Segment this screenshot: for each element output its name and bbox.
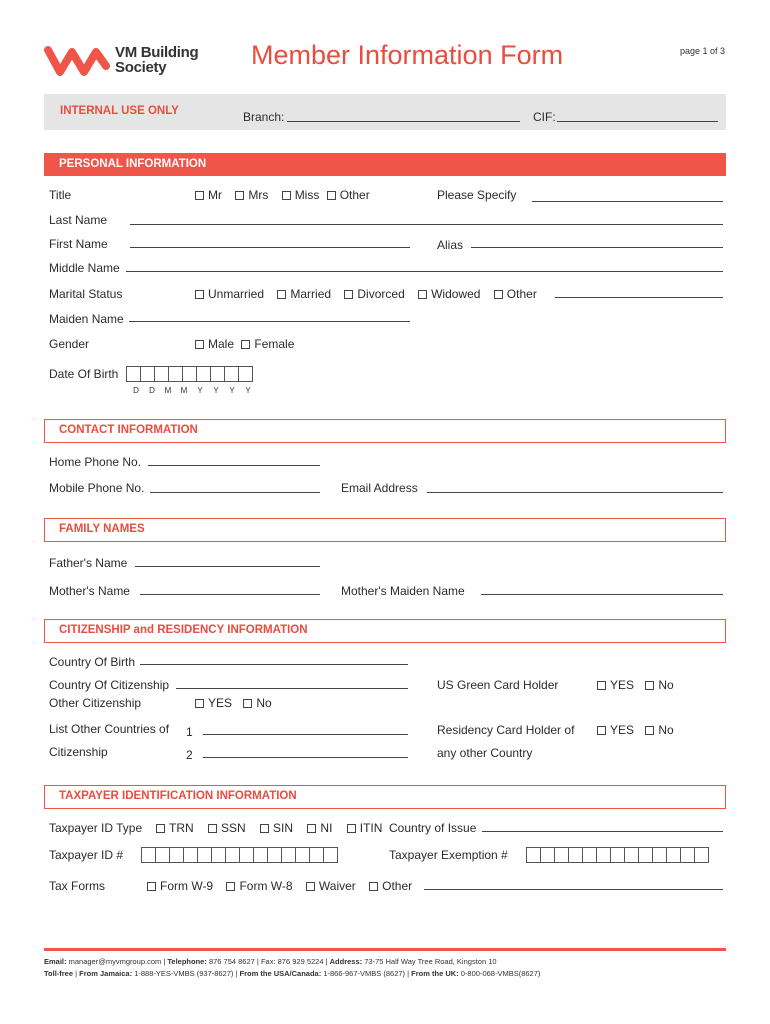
mother-maiden-label: Mother's Maiden Name	[341, 584, 465, 598]
checkbox-icon	[195, 290, 204, 299]
internal-use-label: INTERNAL USE ONLY	[60, 105, 179, 117]
gender-options	[195, 337, 304, 351]
tax-form-other-field[interactable]	[424, 889, 723, 890]
taxpayer-exemption-boxes[interactable]	[526, 847, 708, 863]
residency-label-line2: any other Country	[437, 746, 533, 760]
footer-line2: Toll-free | From Jamaica: 1-888-YES-VMBS (937-8627) | From the USA/Canada: 1-866-967-VMBS (8627) | From the UK: 0-800-068-VMBS(8627)	[44, 969, 541, 978]
checkbox-icon	[260, 824, 269, 833]
branch-label: Branch:	[243, 110, 285, 124]
checkbox-icon	[226, 882, 235, 891]
title-option-other[interactable]: Other	[327, 188, 370, 202]
email-field[interactable]	[427, 492, 723, 493]
checkbox-icon	[277, 290, 286, 299]
green-card-yes[interactable]: YES	[597, 678, 634, 692]
checkbox-icon	[369, 882, 378, 891]
other-citizenship-no[interactable]: No	[243, 696, 271, 710]
residency-options	[597, 723, 684, 737]
checkbox-icon	[241, 340, 250, 349]
mobile-phone-field[interactable]	[150, 492, 320, 493]
marital-option-other[interactable]: Other	[494, 287, 537, 301]
please-specify-label: Please Specify	[437, 188, 517, 202]
taxpayer-id-type-options	[156, 821, 392, 835]
checkbox-icon	[327, 191, 336, 200]
alias-field[interactable]	[471, 247, 723, 248]
id-type-ssn[interactable]: SSN	[208, 821, 246, 835]
father-name-label: Father's Name	[49, 556, 128, 570]
page-title: Member Information Form	[251, 40, 564, 70]
checkbox-icon	[344, 290, 353, 299]
family-names-heading: FAMILY NAMES	[44, 518, 726, 542]
country-citizenship-label: Country Of Citizenship	[49, 678, 170, 692]
mother-name-field[interactable]	[140, 594, 320, 595]
marital-other-field[interactable]	[555, 297, 723, 298]
country-issue-label: Country of Issue	[389, 821, 477, 835]
father-name-field[interactable]	[135, 566, 320, 567]
gender-label: Gender	[49, 337, 90, 351]
green-card-label: US Green Card Holder	[437, 678, 559, 692]
logo-line1: VM Building	[115, 44, 199, 61]
tax-forms-options	[147, 879, 414, 893]
gender-option-female[interactable]: Female	[241, 337, 294, 351]
id-type-sin[interactable]: SIN	[260, 821, 293, 835]
title-option-mrs[interactable]: Mrs	[235, 188, 268, 202]
marital-options	[195, 287, 539, 301]
logo	[44, 44, 204, 80]
tax-form-waiver[interactable]: Waiver	[306, 879, 356, 893]
checkbox-icon	[195, 191, 204, 200]
country-citizenship-field[interactable]	[176, 688, 408, 689]
checkbox-icon	[156, 824, 165, 833]
title-label: Title	[49, 188, 72, 202]
id-type-ni[interactable]: NI	[307, 821, 332, 835]
green-card-no[interactable]: No	[645, 678, 673, 692]
marital-option-unmarried[interactable]: Unmarried	[195, 287, 264, 301]
tax-forms-label: Tax Forms	[49, 879, 106, 893]
checkbox-icon	[418, 290, 427, 299]
checkbox-icon	[597, 726, 606, 735]
last-name-label: Last Name	[49, 213, 108, 227]
residency-yes[interactable]: YES	[597, 723, 634, 737]
mobile-phone-label: Mobile Phone No.	[49, 481, 145, 495]
maiden-name-label: Maiden Name	[49, 312, 124, 326]
other-country-number-2: 2	[186, 748, 193, 762]
personal-info-heading: PERSONAL INFORMATION	[44, 153, 726, 176]
please-specify-field[interactable]	[532, 201, 723, 202]
title-option-mr[interactable]: Mr	[195, 188, 222, 202]
residency-no[interactable]: No	[645, 723, 673, 737]
contact-info-heading: CONTACT INFORMATION	[44, 419, 726, 443]
first-name-label: First Name	[49, 237, 108, 251]
mother-maiden-field[interactable]	[481, 594, 723, 595]
logo-line2: Society	[115, 59, 167, 76]
checkbox-icon	[195, 699, 204, 708]
citizenship-word-label: Citizenship	[49, 745, 108, 759]
checkbox-icon	[208, 824, 217, 833]
checkbox-icon	[597, 681, 606, 690]
cif-label: CIF:	[533, 110, 556, 124]
gender-option-male[interactable]: Male	[195, 337, 234, 351]
tax-form-w8[interactable]: Form W-8	[226, 879, 292, 893]
id-type-itin[interactable]: ITIN	[347, 821, 383, 835]
home-phone-label: Home Phone No.	[49, 455, 142, 469]
checkbox-icon	[195, 340, 204, 349]
tax-form-other[interactable]: Other	[369, 879, 412, 893]
taxpayer-heading: TAXPAYER IDENTIFICATION INFORMATION	[44, 785, 726, 809]
home-phone-field[interactable]	[148, 465, 320, 466]
page-number: page 1 of 3	[680, 46, 726, 56]
other-country-number-1: 1	[186, 725, 193, 739]
checkbox-icon	[307, 824, 316, 833]
vm-logo-icon	[44, 44, 110, 78]
residency-label-line1: Residency Card Holder of	[437, 723, 575, 737]
maiden-name-field[interactable]	[129, 321, 410, 322]
taxpayer-id-type-label: Taxpayer ID Type	[49, 821, 143, 835]
first-name-field[interactable]	[130, 247, 410, 248]
other-citizenship-label: Other Citizenship	[49, 696, 142, 710]
country-issue-field[interactable]	[482, 831, 723, 832]
marital-option-divorced[interactable]: Divorced	[344, 287, 404, 301]
taxpayer-exemption-label: Taxpayer Exemption #	[389, 848, 508, 862]
email-label: Email Address	[341, 481, 418, 495]
country-birth-label: Country Of Birth	[49, 655, 136, 669]
checkbox-icon	[243, 699, 252, 708]
taxpayer-id-boxes[interactable]	[141, 847, 337, 863]
taxpayer-id-label: Taxpayer ID #	[49, 848, 124, 862]
checkbox-icon	[306, 882, 315, 891]
title-options	[195, 188, 380, 202]
checkbox-icon	[347, 824, 356, 833]
checkbox-icon	[147, 882, 156, 891]
tax-form-w9[interactable]: Form W-9	[147, 879, 213, 893]
cif-field[interactable]	[557, 121, 718, 122]
checkbox-icon	[282, 191, 291, 200]
other-country-2-field[interactable]	[203, 757, 408, 758]
dob-label: Date Of Birth	[49, 367, 119, 381]
checkbox-icon	[235, 191, 244, 200]
dob-format: D D M M Y Y Y Y	[133, 386, 251, 395]
list-other-label: List Other Countries of	[49, 722, 170, 736]
id-type-trn[interactable]: TRN	[156, 821, 194, 835]
title-option-miss[interactable]: Miss	[282, 188, 320, 202]
footer-line1: Email: manager@myvmgroup.com | Telephone: 876 754 8627 | Fax: 876 929 5224 | Address: 73-75 Half Way Tree Road, Kingston 10	[44, 957, 497, 966]
marital-status-label: Marital Status	[49, 287, 123, 301]
green-card-options	[597, 678, 684, 692]
alias-label: Alias	[437, 238, 464, 252]
marital-option-widowed[interactable]: Widowed	[418, 287, 480, 301]
other-citizenship-options	[195, 696, 282, 710]
marital-option-married[interactable]: Married	[277, 287, 331, 301]
dob-boxes[interactable]	[126, 366, 252, 382]
branch-field[interactable]	[287, 121, 520, 122]
checkbox-icon	[645, 681, 654, 690]
last-name-field[interactable]	[130, 224, 723, 225]
country-birth-field[interactable]	[140, 664, 408, 665]
checkbox-icon	[645, 726, 654, 735]
footer-divider	[44, 948, 726, 951]
other-country-1-field[interactable]	[203, 734, 408, 735]
middle-name-field[interactable]	[126, 271, 723, 272]
other-citizenship-yes[interactable]: YES	[195, 696, 232, 710]
citizenship-heading: CITIZENSHIP and RESIDENCY INFORMATION	[44, 619, 726, 643]
checkbox-icon	[494, 290, 503, 299]
mother-name-label: Mother's Name	[49, 584, 130, 598]
middle-name-label: Middle Name	[49, 261, 120, 275]
